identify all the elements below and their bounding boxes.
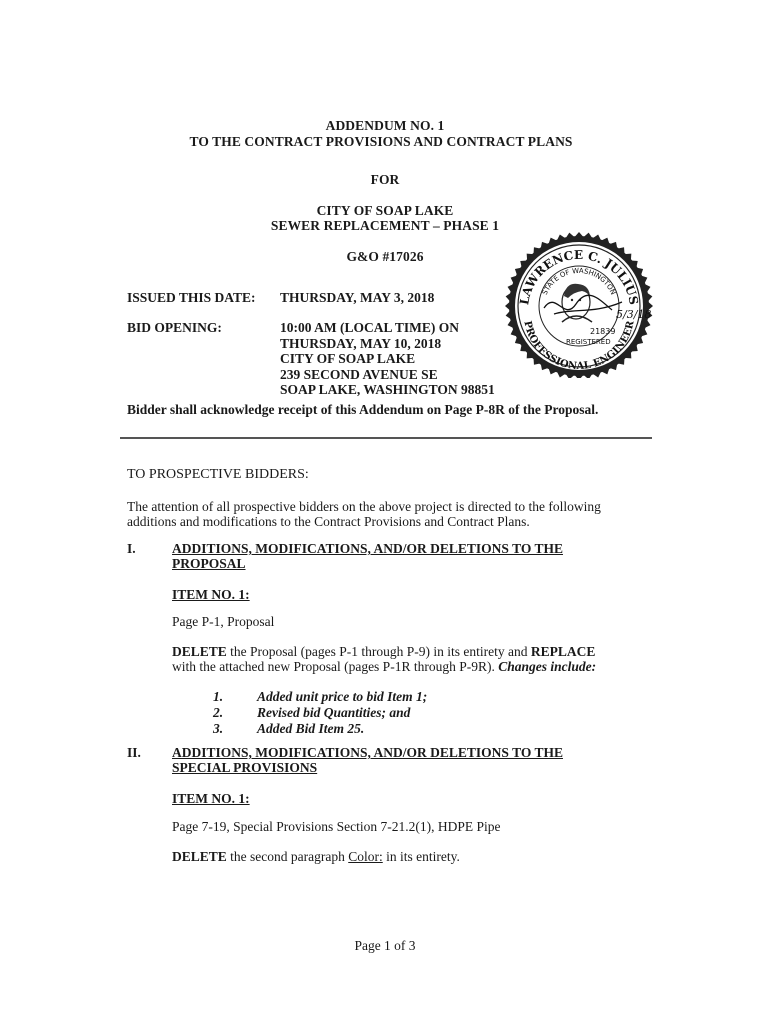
color-word: Color: [348, 849, 383, 864]
seal-name: LAWRENCE C. JULIUS [517, 247, 641, 306]
section-1-page-ref: Page P-1, Proposal [172, 614, 275, 629]
section-2-title-line: SPECIAL PROVISIONS [172, 760, 318, 775]
section-1-title [172, 541, 563, 571]
issued-date: THURSDAY, MAY 3, 2018 [280, 290, 435, 305]
replace-word: REPLACE [530, 644, 596, 659]
divider [120, 437, 652, 439]
section-2-title-line: ADDITIONS, MODIFICATIONS, AND/OR DELETIONS TO THE [172, 745, 563, 760]
owner-name: CITY OF SOAP LAKE [316, 203, 454, 218]
section-1-title-line: ADDITIONS, MODIFICATIONS, AND/OR DELETIONS TO THE [172, 541, 563, 556]
bid-opening-line: THURSDAY, MAY 10, 2018 [280, 335, 442, 351]
intro-line: The attention of all prospective bidders on the above project is directed to the following [127, 499, 601, 514]
list-item: 1. Added unit price to bid Item 1; [213, 689, 428, 704]
delete-word: DELETE [172, 849, 227, 864]
changes-list [213, 689, 427, 737]
list-item: 3. Added Bid Item 25. [213, 721, 365, 736]
bid-opening-label: BID OPENING: [127, 320, 222, 335]
changes-include: Changes include: [498, 659, 597, 674]
seal-registered: REGISTERED [566, 338, 611, 346]
salutation: TO PROSPECTIVE BIDDERS: [127, 467, 309, 482]
job-number: G&O #17026 [346, 249, 424, 264]
seal-date: 5/3/18 [616, 308, 652, 321]
section-2-page-ref: Page 7-19, Special Provisions Section 7-21.2(1), HDPE Pipe [172, 819, 501, 834]
intro-paragraph [127, 499, 601, 529]
bid-opening-line: 10:00 AM (LOCAL TIME) ON [280, 320, 460, 335]
instruction-text: with the attached new Proposal (pages P-1R through P-9R). [172, 659, 499, 674]
delete-word: DELETE [172, 644, 227, 659]
section-2-number: II. [127, 745, 141, 760]
section-1-item: ITEM NO. 1: [172, 587, 250, 602]
bid-opening-line: CITY OF SOAP LAKE [280, 351, 416, 366]
instruction-text: the second paragraph [226, 849, 349, 864]
seal-license: 21839 [590, 327, 616, 336]
bid-opening-line: SOAP LAKE, WASHINGTON 98851 [280, 382, 495, 397]
issued-label: ISSUED THIS DATE: [127, 290, 256, 305]
section-2-instruction [172, 849, 460, 864]
section-1-title-line: PROPOSAL [172, 556, 246, 571]
list-item: 2. Revised bid Quantities; and [213, 705, 411, 720]
for-label: FOR [370, 172, 400, 187]
instruction-text: in its entirety. [382, 849, 460, 864]
acknowledge-note: Bidder shall acknowledge receipt of this Addendum on Page P-8R of the Proposal. [127, 402, 599, 417]
addendum-subtitle: TO THE CONTRACT PROVISIONS AND CONTRACT PLANS [189, 134, 573, 149]
project-name: SEWER REPLACEMENT – PHASE 1 [270, 218, 500, 233]
section-2-item: ITEM NO. 1: [172, 791, 250, 806]
intro-line: additions and modifications to the Contract Provisions and Contract Plans. [127, 514, 530, 529]
section-1-number: I. [127, 541, 136, 556]
instruction-text: the Proposal (pages P-1 through P-9) in its entirety and [226, 644, 531, 659]
page-number: Page 1 of 3 [354, 938, 416, 953]
bid-opening-details [280, 320, 495, 398]
section-2-title [172, 745, 563, 775]
seal-professional: PROFESSIONAL ENGINEER [521, 319, 637, 373]
seal-state: STATE OF WASHINGTON [540, 266, 618, 297]
addendum-title: ADDENDUM NO. 1 [325, 118, 445, 133]
section-1-instruction [172, 644, 642, 674]
engineer-seal [504, 230, 654, 378]
bid-opening-line: 239 SECOND AVENUE SE [280, 366, 438, 382]
